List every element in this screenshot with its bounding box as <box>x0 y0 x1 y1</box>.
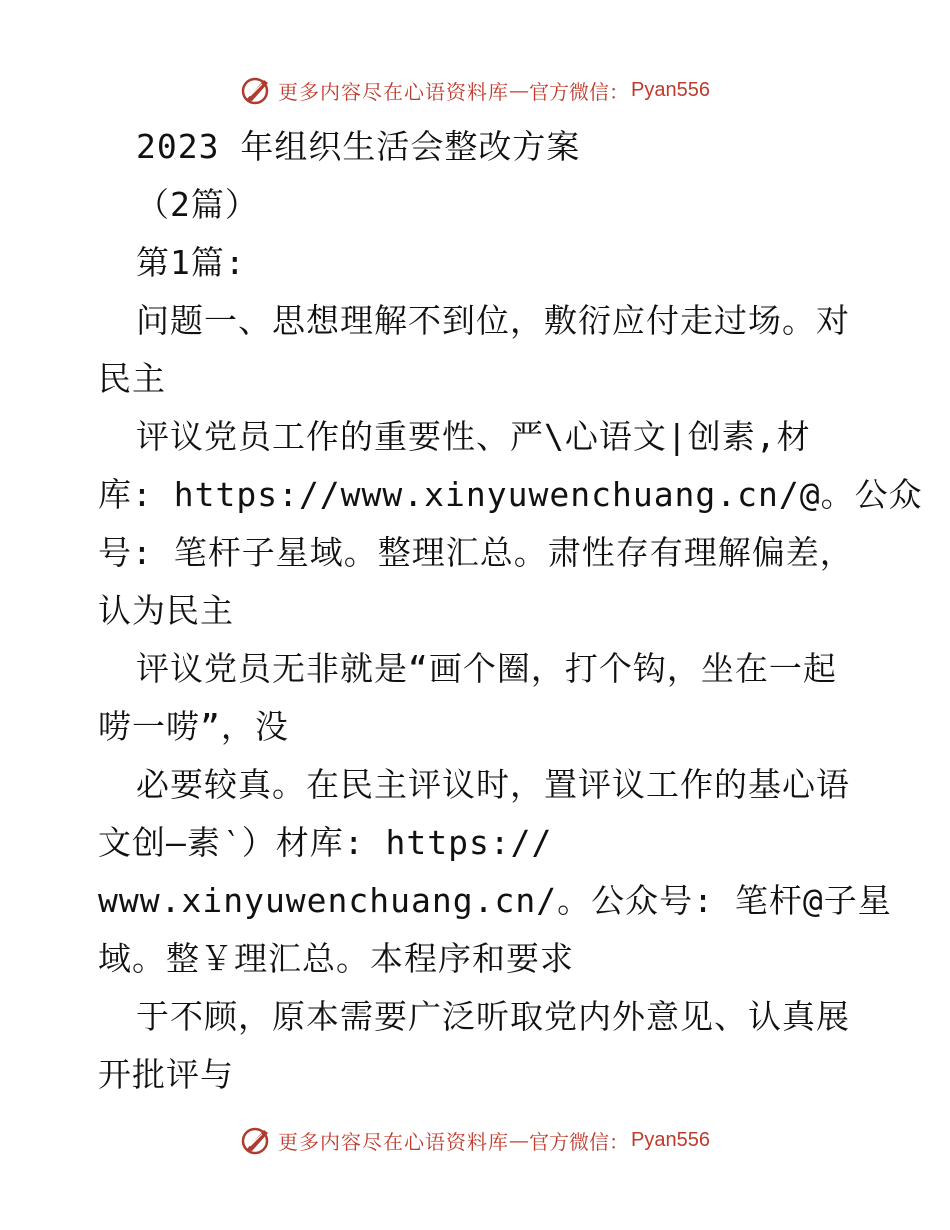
text-line: 库: https://www.xinyuwenchuang.cn/@。公众 <box>98 475 923 514</box>
section-heading: 第1篇: <box>136 243 246 282</box>
text-line: 问题一、思想理解不到位，敷衍应付走过场。对 <box>136 301 850 340</box>
text-line: 必要较真。在民主评议时，置评议工作的基心语 <box>136 765 850 804</box>
text-line: 认为民主 <box>98 591 234 630</box>
banner-text: 更多内容尽在心语资料库 <box>278 79 510 104</box>
text-line: www.xinyuwenchuang.cn/。公众号: 笔杆@子星 <box>98 881 892 920</box>
quill-logo-icon <box>240 1124 272 1156</box>
text-line: 文创—素‵）材库: https:// <box>98 823 553 862</box>
header-banner <box>0 70 950 110</box>
banner-separator: — <box>509 78 530 102</box>
quill-logo-icon <box>240 74 272 106</box>
text-line: 评议党员工作的重要性、严\心语文|创素,材 <box>136 417 811 456</box>
banner-wechat-label: 官方微信： <box>529 79 630 104</box>
banner-separator: — <box>509 1128 530 1152</box>
text-line: 号: 笔杆子星域。整理汇总。肃性存有理解偏差， <box>98 533 854 572</box>
text-line: 于不顾，原本需要广泛听取党内外意见、认真展 <box>136 997 850 1036</box>
document-subtitle: （2篇） <box>136 185 259 224</box>
banner-wechat-id: Pyan556 <box>631 78 710 101</box>
footer-banner <box>0 1120 950 1160</box>
banner-text: 更多内容尽在心语资料库 <box>278 1129 510 1154</box>
text-line: 评议党员无非就是“画个圈，打个钩，坐在一起 <box>136 649 837 688</box>
document-body <box>98 118 923 1104</box>
banner-wechat-id: Pyan556 <box>631 1128 710 1151</box>
banner-wechat-label: 官方微信： <box>529 1129 630 1154</box>
text-line: 唠一唠”，没 <box>98 707 289 746</box>
text-line: 民主 <box>98 359 166 398</box>
text-line: 域。整￥理汇总。本程序和要求 <box>98 939 574 978</box>
document-title: 2023 年组织生活会整改方案 <box>136 127 581 166</box>
text-line: 开批评与 <box>98 1055 234 1094</box>
